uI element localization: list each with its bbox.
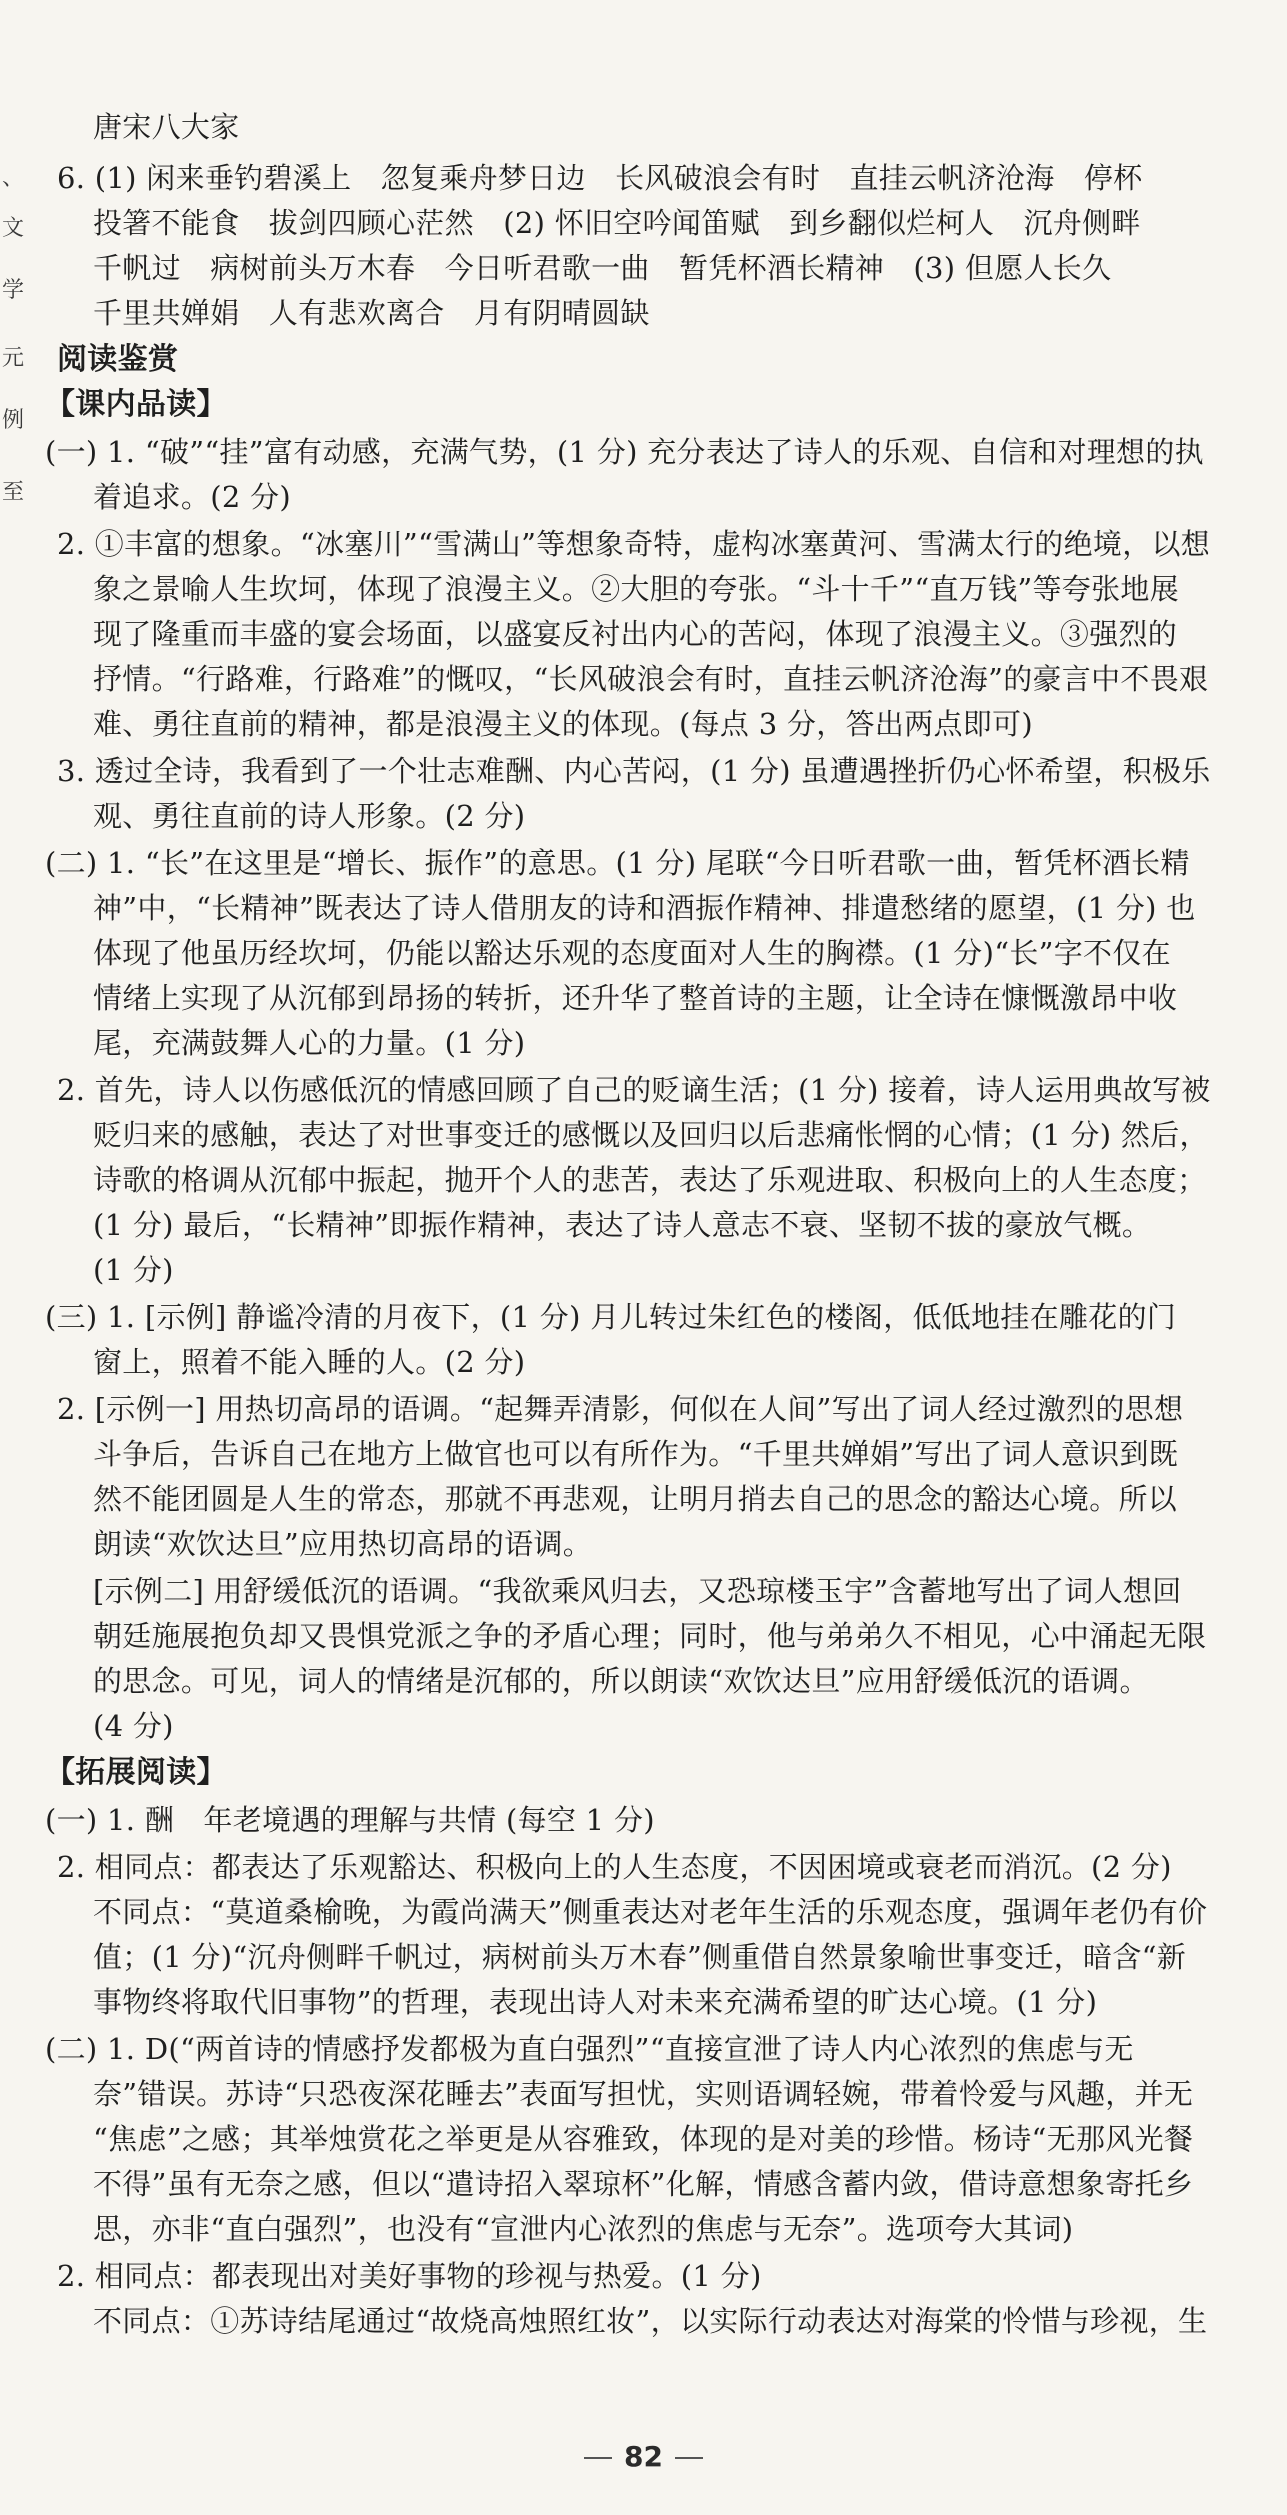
- text-line: 思，亦非“直白强烈”，也没有“宣泄内心浓烈的焦虑与无奈”。选项夸大其词): [93, 2212, 1074, 2246]
- text-line: 2. ①丰富的想象。“冰塞川”“雪满山”等想象奇特，虚构冰塞黄河、雪满太行的绝境，以想: [57, 527, 1211, 561]
- text-line: 贬归来的感触，表达了对世事变迁的感慨以及回归以后悲痛怅惘的心情；(1 分) 然后，: [93, 1118, 1209, 1152]
- text-line: 朗读“欢饮达旦”应用热切高昂的语调。: [93, 1527, 593, 1561]
- text-line: 斗争后，告诉自己在地方上做官也可以有所作为。“千里共婵娟”写出了词人意识到既: [93, 1437, 1179, 1471]
- section-heading: 阅读鉴赏: [57, 342, 179, 377]
- text-line: 不同点：“莫道桑榆晚，为霞尚满天”侧重表达对老年生活的乐观态度，强调年老仍有价: [93, 1895, 1208, 1929]
- margin-char: 至: [2, 480, 25, 505]
- text-line: 6. (1) 闲来垂钓碧溪上 忽复乘舟梦日边 长风破浪会有时 直挂云帆济沧海 停杯: [57, 161, 1143, 195]
- text-line: 然不能团圆是人生的常态，那就不再悲观，让明月捎去自己的思念的豁达心境。所以: [93, 1482, 1178, 1516]
- text-line: 千帆过 病树前头万木春 今日听君歌一曲 暂凭杯酒长精神 (3) 但愿人长久: [93, 251, 1112, 285]
- text-line: 不得”虽有无奈之感，但以“遣诗招入翠琼杯”化解，情感含蓄内敛，借诗意想象寄托乡: [93, 2167, 1194, 2201]
- text-line: (一) 1. “破”“挂”富有动感，充满气势，(1 分) 充分表达了诗人的乐观、自信和对理想的执: [45, 435, 1204, 469]
- text-line: 2. [示例一] 用热切高昂的语调。“起舞弄清影，何似在人间”写出了词人经过激烈的思想: [57, 1392, 1184, 1426]
- text-line: 事物终将取代旧事物”的哲理，表现出诗人对未来充满希望的旷达心境。(1 分): [93, 1985, 1098, 2019]
- text-line: 着追求。(2 分): [93, 480, 291, 514]
- subsection-heading: 【课内品读】: [45, 387, 227, 422]
- text-line: 2. 相同点：都表达了乐观豁达、积极向上的人生态度，不因困境或衰老而消沉。(2 分): [57, 1850, 1172, 1884]
- text-line: (二) 1. D(“两首诗的情感抒发都极为直白强烈”“直接宣泄了诗人内心浓烈的焦虑与无: [45, 2032, 1134, 2066]
- text-line: 唐宋八大家: [93, 110, 240, 144]
- page-number-text: 82: [624, 2440, 663, 2473]
- margin-cut-text: [0, 160, 25, 600]
- left-dash: [584, 2457, 612, 2459]
- text-line: (三) 1. [示例] 静谧冷清的月夜下，(1 分) 月儿转过朱红色的楼阁，低低地挂在雕花的门: [45, 1300, 1177, 1334]
- text-line: 神”中，“长精神”既表达了诗人借朋友的诗和酒振作精神、排遣愁绪的愿望，(1 分) 也: [93, 891, 1196, 925]
- text-line: 奈”错误。苏诗“只恐夜深花睡去”表面写担忧，实则语调轻婉，带着怜爱与风趣，并无: [93, 2077, 1194, 2111]
- text-line: 朝廷施展抱负却又畏惧党派之争的矛盾心理；同时，他与弟弟久不相见，心中涌起无限: [93, 1619, 1207, 1653]
- text-line: (二) 1. “长”在这里是“增长、振作”的意思。(1 分) 尾联“今日听君歌一曲，暂凭杯酒长精: [45, 846, 1190, 880]
- subsection-heading: 【拓展阅读】: [45, 1755, 227, 1790]
- text-line: 情绪上实现了从沉郁到昂扬的转折，还升华了整首诗的主题，让全诗在慷慨激昂中收: [93, 981, 1178, 1015]
- text-line: “焦虑”之感；其举烛赏花之举更是从容雅致，体现的是对美的珍惜。杨诗“无那风光餐: [93, 2122, 1194, 2156]
- text-line: (4 分): [93, 1709, 174, 1743]
- text-line: (一) 1. 酬 年老境遇的理解与共情 (每空 1 分): [45, 1803, 655, 1837]
- text-line: [示例二] 用舒缓低沉的语调。“我欲乘风归去，又恐琼楼玉宇”含蓄地写出了词人想回: [93, 1574, 1182, 1608]
- text-line: 抒情。“行路难，行路难”的慨叹，“长风破浪会有时，直挂云帆济沧海”的豪言中不畏艰: [93, 662, 1209, 696]
- text-line: 体现了他虽历经坎坷，仍能以豁达乐观的态度面对人生的胸襟。(1 分)“长”字不仅在: [93, 936, 1171, 970]
- margin-char: 学: [2, 278, 25, 303]
- margin-char: 文: [2, 216, 25, 241]
- text-line: 2. 首先，诗人以伤感低沉的情感回顾了自己的贬谪生活；(1 分) 接着，诗人运用典故写被: [57, 1073, 1211, 1107]
- text-line: 值；(1 分)“沉舟侧畔千帆过，病树前头万木春”侧重借自然景象喻世事变迁，暗含“新: [93, 1940, 1187, 1974]
- text-line: 投箸不能食 拔剑四顾心茫然 (2) 怀旧空吟闻笛赋 到乡翻似烂柯人 沉舟侧畔: [93, 206, 1141, 240]
- right-dash: [675, 2457, 703, 2459]
- text-line: 窗上，照着不能入睡的人。(2 分): [93, 1345, 526, 1379]
- page-number: [0, 2440, 1287, 2473]
- text-line: 2. 相同点：都表现出对美好事物的珍视与热爱。(1 分): [57, 2259, 762, 2293]
- text-line: 诗歌的格调从沉郁中振起，抛开个人的悲苦，表达了乐观进取、积极向上的人生态度；: [93, 1163, 1207, 1197]
- text-line: 难、勇往直前的精神，都是浪漫主义的体现。(每点 3 分，答出两点即可): [93, 707, 1034, 741]
- text-line: (1 分) 最后，“长精神”即振作精神，表达了诗人意志不衰、坚韧不拔的豪放气概。: [93, 1208, 1152, 1242]
- margin-char: 、: [2, 166, 25, 191]
- text-line: 现了隆重而丰盛的宴会场面，以盛宴反衬出内心的苦闷，体现了浪漫主义。③强烈的: [93, 617, 1178, 651]
- text-line: 3. 透过全诗，我看到了一个壮志难酬、内心苦闷，(1 分) 虽遭遇挫折仍心怀希望，积极乐: [57, 754, 1211, 788]
- margin-char: 例: [2, 408, 25, 433]
- text-line: 象之景喻人生坎坷，体现了浪漫主义。②大胆的夸张。“斗十千”“直万钱”等夸张地展: [93, 572, 1180, 606]
- text-line: 不同点：①苏诗结尾通过“故烧高烛照红妆”，以实际行动表达对海棠的怜惜与珍视，生: [93, 2304, 1208, 2338]
- margin-char: 元: [2, 346, 25, 371]
- text-line: 千里共婵娟 人有悲欢离合 月有阴晴圆缺: [93, 296, 650, 330]
- text-line: 尾，充满鼓舞人心的力量。(1 分): [93, 1026, 526, 1060]
- text-line: 的思念。可见，词人的情绪是沉郁的，所以朗读“欢饮达旦”应用舒缓低沉的语调。: [93, 1664, 1149, 1698]
- text-line: 观、勇往直前的诗人形象。(2 分): [93, 799, 526, 833]
- text-line: (1 分): [93, 1253, 174, 1287]
